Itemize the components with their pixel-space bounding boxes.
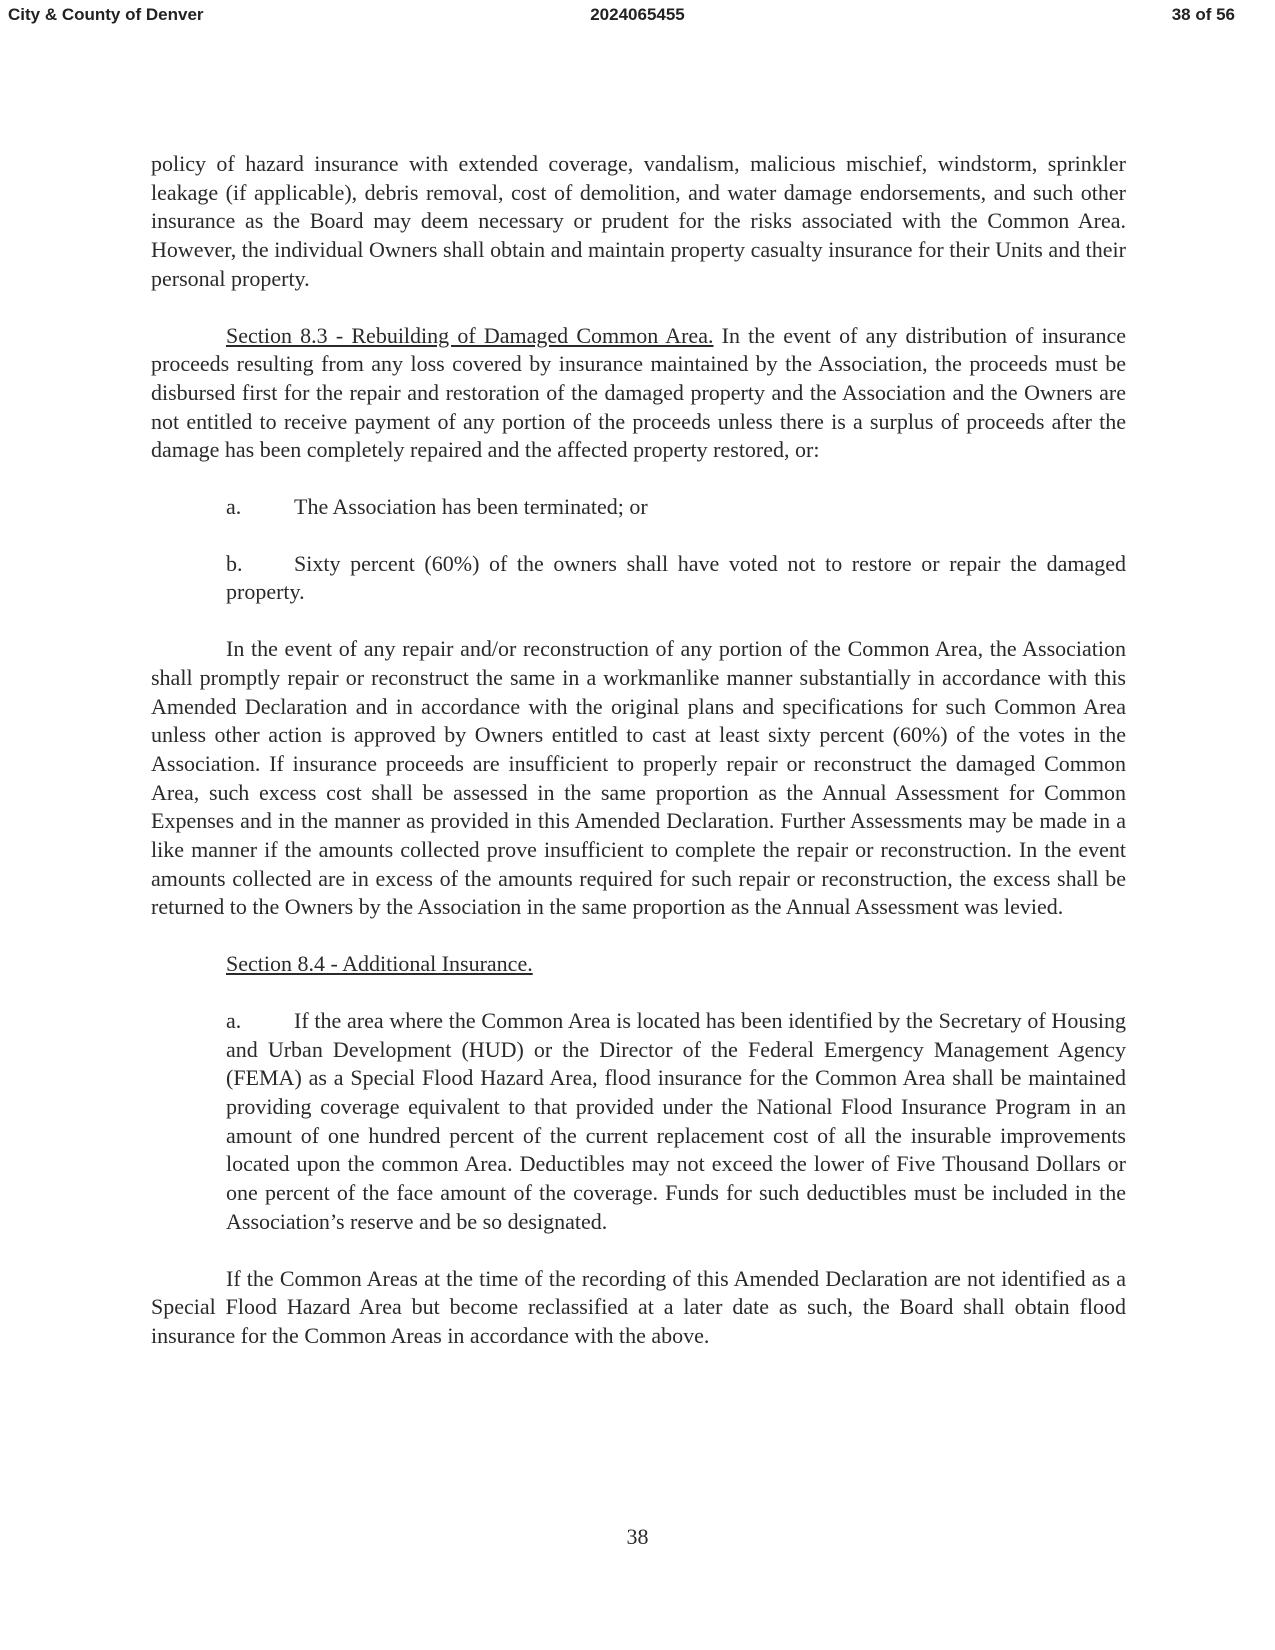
section-8-4-heading: Section 8.4 - Additional Insurance.: [226, 951, 533, 977]
list-item-8-4-a: [151, 1007, 1126, 1237]
list-text-a: The Association has been terminated; or: [294, 494, 648, 520]
section-8-3-heading: Section 8.3 - Rebuilding of Damaged Common Area.: [226, 322, 714, 348]
paragraph-repair-reconstruction: In the event of any repair and/or reconstruction of any portion of the Common Area, the Association shall promptly repair or reconstruct the same in a workmanlike manner substantially in accordance with this Amended Declaration and in accordance with the original plans and specifications for such Common Area unless other action is approved by Owners entitled to cast at least sixty percent (60%) of the votes in the Association. If insurance proceeds are insufficient to properly repair or reconstruct the damaged Common Area, such excess cost shall be assessed in the same proportion as the Annual Assessment for Common Expenses and in the manner as provided in this Amended Declaration. Further Assessments may be made in a like manner if the amounts collected prove insufficient to complete the repair or reconstruction. In the event amounts collected are in excess of the amounts required for such repair or reconstruction, the excess shall be returned to the Owners by the Association in the same proportion as the Annual Assessment was levied.: [151, 636, 1126, 920]
recorder-county: City & County of Denver: [8, 5, 204, 24]
document-body: [151, 150, 1126, 1379]
reception-number: 2024065455: [590, 5, 685, 24]
paragraph-flood-reclassification: If the Common Areas at the time of the recording of this Amended Declaration are not identified as a Special Flood Hazard Area but become reclassified at a later date as such, the Board shall obtain flood insurance for the Common Areas in accordance with the above.: [151, 1265, 1126, 1348]
list-item-a: [151, 493, 1126, 522]
section-8-3-text: In the event of any distribution of insurance proceeds resulting from any loss covered by insurance maintained by the Association, the proceeds must be disbursed first for the repair and restoration of the damaged property and the Association and the Owners are not entitled to receive payment of any portion of the proceeds unless there is a surplus of proceeds after the damage has been completely repaired and the affected property restored, or:: [151, 322, 1126, 463]
list-marker-a: a.: [226, 494, 242, 520]
list-text-8-4-a: If the area where the Common Area is located has been identified by the Secretary of Housing and Urban Development (HUD) or the Director of the Federal Emergency Management Agency (FEMA) as a Special Flood Hazard Area, flood insurance for the Common Area shall be maintained providing coverage equivalent to that provided under the National Flood Insurance Program in an amount of one hundred percent of the current replacement cost of all the insurable improvements located upon the common Area. Deductibles may not exceed the lower of Five Thousand Dollars or one percent of the face amount of the coverage. Funds for such deductibles must be included in the Association’s reserve and be so designated.: [226, 1007, 1126, 1234]
list-marker-b: b.: [226, 550, 243, 576]
page-number: 38: [626, 1524, 649, 1549]
page-count: 38 of 56: [1171, 5, 1235, 24]
list-text-b: Sixty percent (60%) of the owners shall have voted not to restore or repair the damaged property.: [226, 550, 1126, 605]
paragraph-hazard-insurance: policy of hazard insurance with extended coverage, vandalism, malicious mischief, windstorm, sprinkler leakage (if applicable), debris removal, cost of demolition, and water damage endorsements, and such other insurance as the Board may deem necessary or prudent for the risks associated with the Common Area. However, the individual Owners shall obtain and maintain property casualty insurance for their Units and their personal property.: [151, 151, 1126, 291]
list-marker-8-4-a: a.: [226, 1007, 242, 1033]
section-8-3: [151, 322, 1126, 466]
recorder-header: [0, 0, 1275, 30]
list-item-b: [151, 550, 1126, 607]
section-8-4: [151, 950, 1126, 979]
